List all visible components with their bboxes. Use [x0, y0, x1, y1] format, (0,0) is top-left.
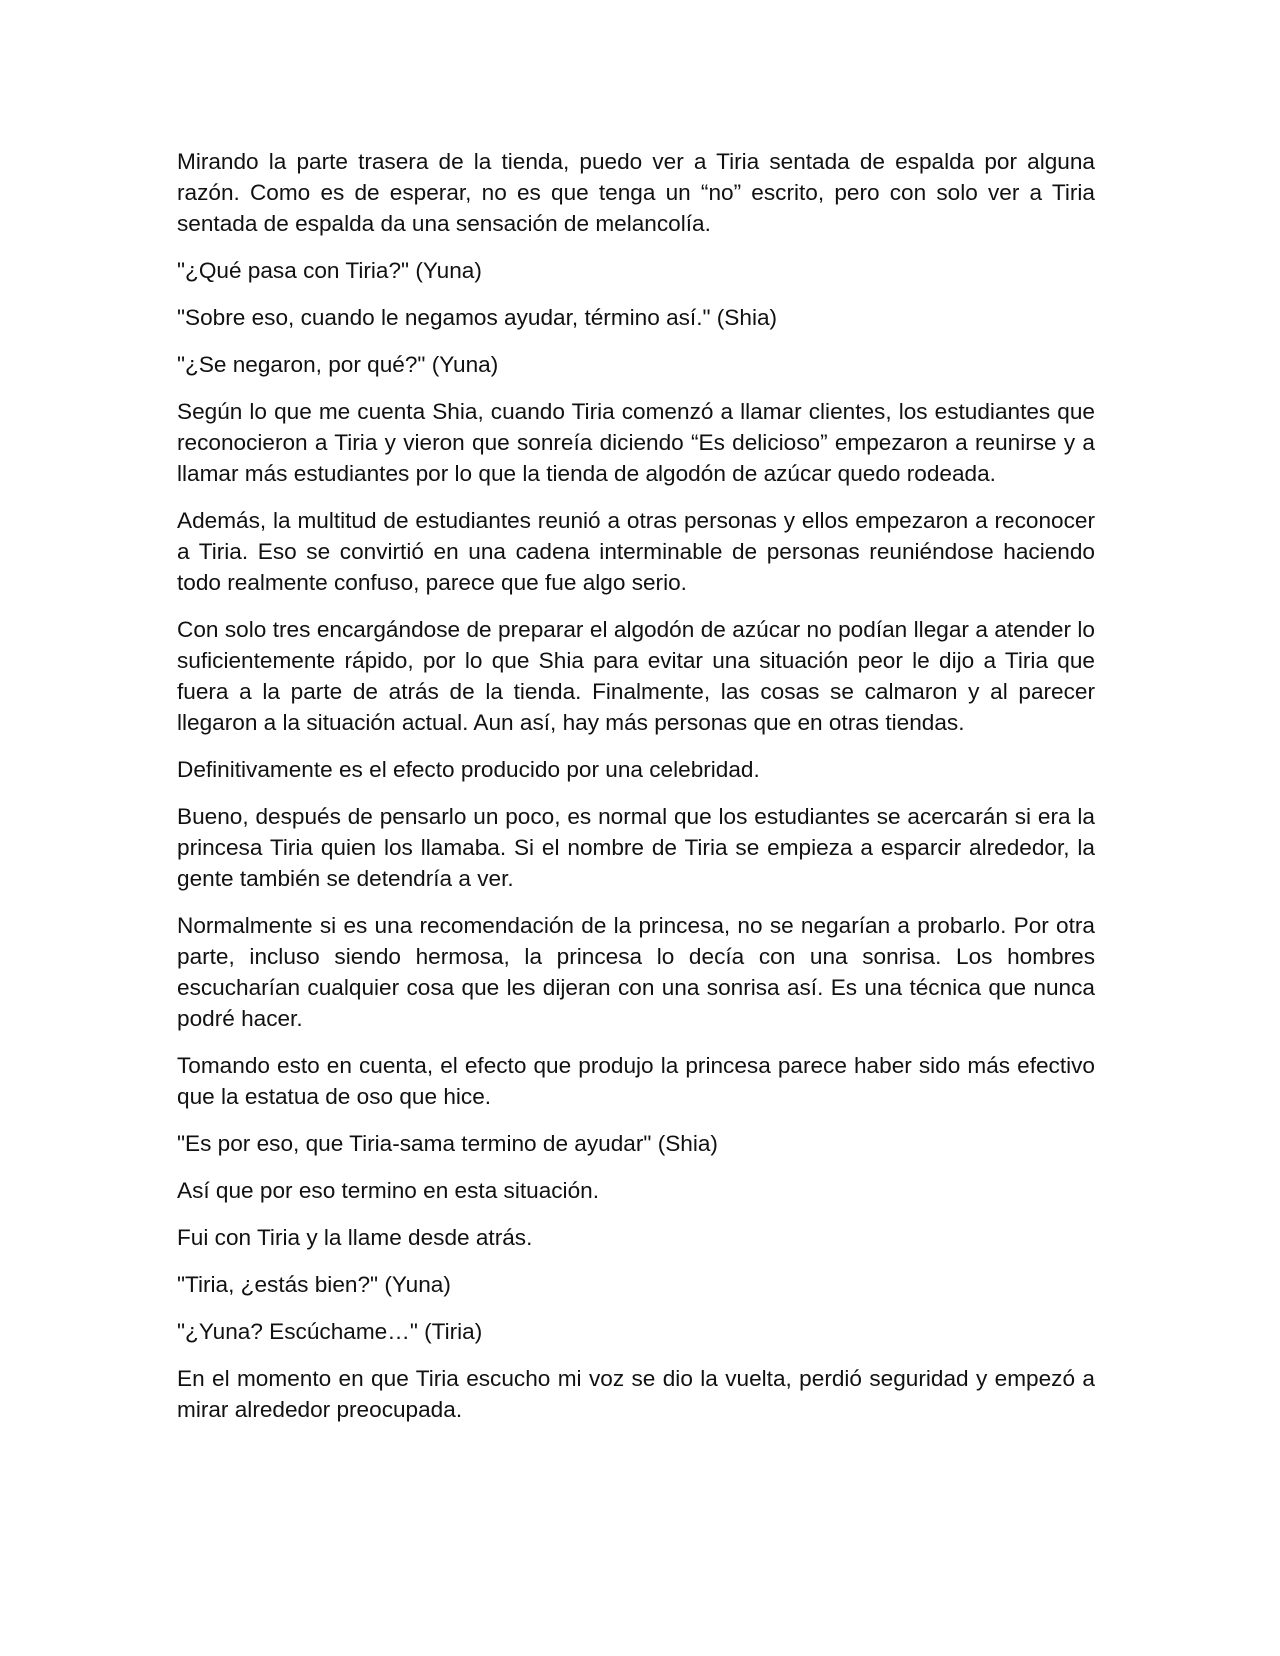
paragraph-17: En el momento en que Tiria escucho mi voz se dio la vuelta, perdió seguridad y empezó a mirar alrededor preocupada.	[177, 1366, 1095, 1422]
paragraph-7: Con solo tres encargándose de preparar el algodón de azúcar no podían llegar a atender lo suficientemente rápido, por lo que Shia para evitar una situación peor le dijo a Tiria que fuera a la parte de atrás de la tienda. Finalmente, las cosas se calmaron y al parecer llegaron a la situación actual. Aun así, hay más personas que en otras tiendas.	[177, 617, 1095, 735]
paragraph-8: Definitivamente es el efecto producido por una celebridad.	[177, 757, 760, 782]
paragraph-10: Normalmente si es una recomendación de la princesa, no se negarían a probarlo. Por otra parte, incluso siendo hermosa, la princesa lo decía con una sonrisa. Los hombres escucharían cualquier cosa que les dijeran con una sonrisa así. Es una técnica que nunca podré hacer.	[177, 913, 1095, 1031]
paragraph-9: Bueno, después de pensarlo un poco, es normal que los estudiantes se acercarán si era la princesa Tiria quien los llamaba. Si el nombre de Tiria se empieza a esparcir alrededor, la gente también se detendría a ver.	[177, 804, 1095, 891]
paragraph-4: "¿Se negaron, por qué?" (Yuna)	[177, 352, 499, 377]
paragraph-14: Fui con Tiria y la llame desde atrás.	[177, 1225, 533, 1250]
paragraph-3: "Sobre eso, cuando le negamos ayudar, término así." (Shia)	[177, 305, 778, 330]
paragraph-1: Mirando la parte trasera de la tienda, puedo ver a Tiria sentada de espalda por alguna razón. Como es de esperar, no es que tenga un “no” escrito, pero con solo ver a Tiria sentada de espalda da una sensación de melancolía.	[177, 149, 1095, 236]
paragraph-6: Además, la multitud de estudiantes reunió a otras personas y ellos empezaron a reconocer a Tiria. Eso se convirtió en una cadena interminable de personas reuniéndose haciendo todo realmente confuso, parece que fue algo serio.	[177, 508, 1095, 595]
paragraph-13: Así que por eso termino en esta situación.	[177, 1178, 599, 1203]
paragraph-2: "¿Qué pasa con Tiria?" (Yuna)	[177, 258, 482, 283]
document-body	[177, 146, 1095, 1441]
paragraph-15: "Tiria, ¿estás bien?" (Yuna)	[177, 1272, 451, 1297]
paragraph-5: Según lo que me cuenta Shia, cuando Tiria comenzó a llamar clientes, los estudiantes que reconocieron a Tiria y vieron que sonreía diciendo “Es delicioso” empezaron a reunirse y a llamar más estudiantes por lo que la tienda de algodón de azúcar quedo rodeada.	[177, 399, 1095, 486]
paragraph-12: "Es por eso, que Tiria-sama termino de ayudar" (Shia)	[177, 1131, 718, 1156]
paragraph-11: Tomando esto en cuenta, el efecto que produjo la princesa parece haber sido más efectivo que la estatua de oso que hice.	[177, 1053, 1095, 1109]
paragraph-16: "¿Yuna? Escúchame…" (Tiria)	[177, 1319, 483, 1344]
